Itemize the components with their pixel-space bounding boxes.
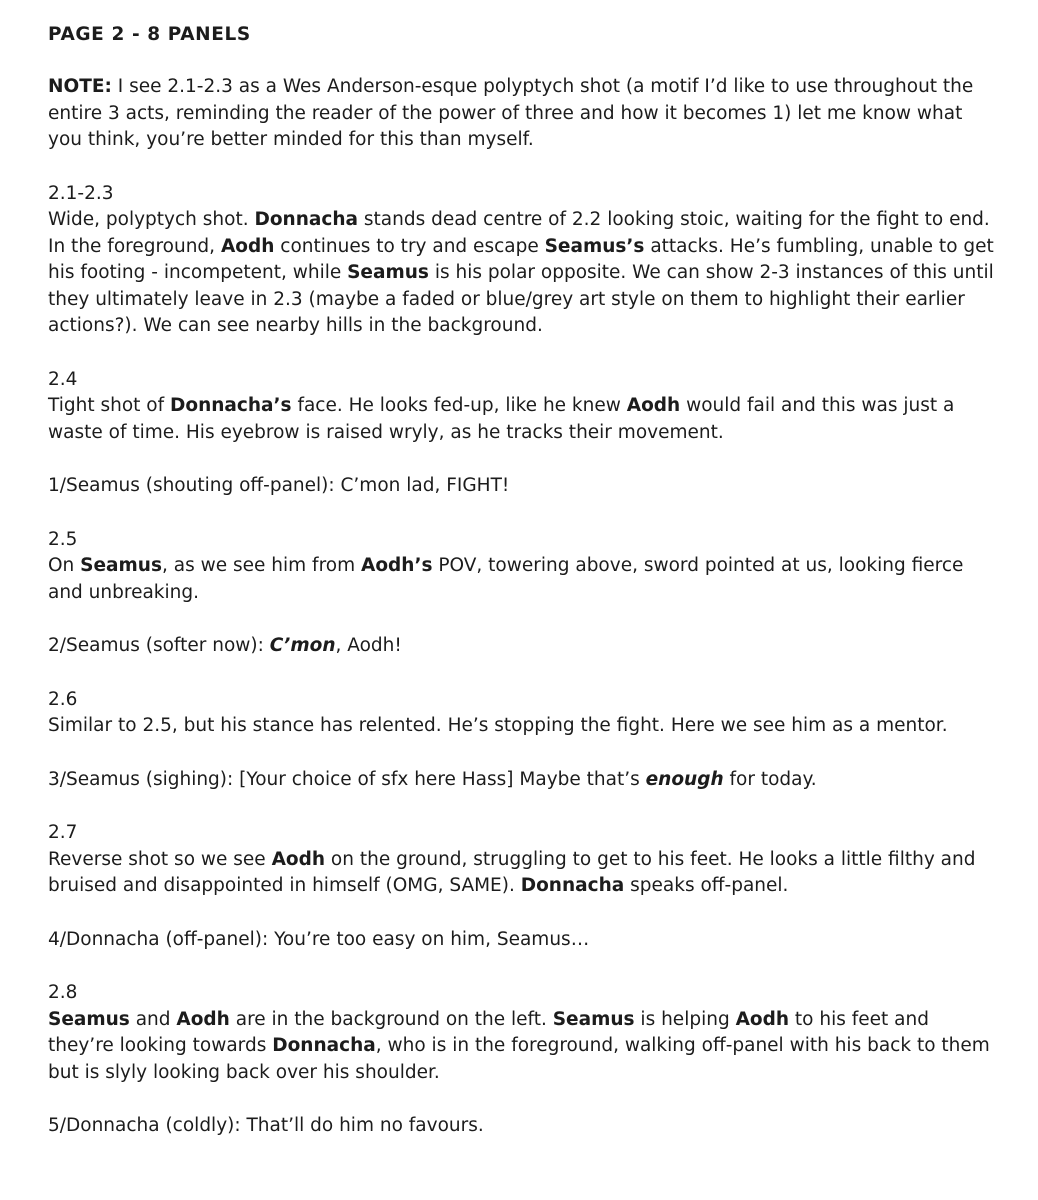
panel-section: [48, 367, 998, 500]
description-text: would fail and this was just a waste of time. His eyebrow is raised wryly, as he tracks their movement.: [48, 395, 955, 443]
description-text: is helping: [634, 1008, 736, 1030]
description-text: face. He looks fed-up, like he knew: [291, 395, 627, 416]
character-name: Donnacha: [272, 1035, 376, 1056]
page-title: PAGE 2 - 8 PANELS: [48, 24, 251, 45]
emphasis-text: C’mon: [269, 635, 336, 656]
description-text: are in the background on the left.: [229, 1008, 553, 1030]
description-text: , as we see him from: [162, 555, 361, 576]
dialogue-text: 1/Seamus (shouting off-panel): C’mon lad, FIGHT!: [48, 475, 510, 496]
character-name: Seamus: [347, 262, 429, 283]
panel-section: [48, 687, 998, 794]
note-paragraph: [48, 74, 998, 154]
character-name: Seamus: [48, 1008, 130, 1030]
dialogue-line: [48, 1113, 998, 1140]
panel-description: [48, 847, 998, 900]
panel-number: 2.4: [48, 368, 78, 390]
panel-section: [48, 820, 998, 953]
note-label: NOTE:: [48, 76, 112, 97]
panel-list: [48, 181, 998, 1140]
dialogue-line: [48, 927, 998, 954]
character-name: Aodh: [735, 1008, 790, 1030]
character-name: Seamus: [552, 1008, 635, 1030]
dialogue-line: [48, 473, 998, 500]
panel-description: [48, 1007, 998, 1087]
description-text: on the ground, struggling to get to his feet. He looks a little filthy and bruised and disappointed in himself (OMG, SAME).: [48, 848, 976, 896]
panel-number: 2.5: [48, 528, 78, 550]
description-text: attacks. He’s fumbling, unable to get his footing - incompetent, while: [48, 235, 994, 283]
character-name: Seamus’s: [544, 235, 645, 257]
description-text: Similar to 2.5, but his stance has relented. He’s stopping the fight. Here we see him as a mentor.: [48, 715, 948, 736]
panel-section: [48, 181, 998, 340]
note-text: I see 2.1-2.3 as a Wes Anderson-esque polyptych shot (a motif I’d like to use throughout the entire 3 acts, reminding the reader of the power of three and how it becomes 1) let me know what you think, you’re better minded for this than myself.: [48, 76, 974, 150]
description-text: continues to try and escape: [274, 235, 545, 257]
character-name: Aodh: [176, 1008, 230, 1030]
description-text: Wide, polyptych shot.: [48, 209, 255, 230]
dialogue-text: 5/Donnacha (coldly): That’ll do him no favours.: [48, 1115, 484, 1136]
panel-number: 2.7: [48, 822, 78, 843]
description-text: to his feet and they’re looking towards: [48, 1008, 929, 1056]
panel-description: [48, 393, 998, 446]
description-text: Reverse shot so we see: [48, 848, 272, 870]
character-name: Donnacha’s: [170, 395, 292, 416]
character-name: Aodh’s: [361, 555, 433, 576]
dialogue-text: for today.: [723, 768, 817, 790]
character-name: Aodh: [626, 395, 681, 416]
dialogue-text: , Aodh!: [335, 635, 402, 656]
dialogue-line: [48, 767, 998, 794]
description-text: , who is in the foreground, walking off-panel with his back to them but is slyly looking back over his shoulder.: [48, 1035, 990, 1083]
panel-number: 2.1-2.3: [48, 182, 114, 204]
character-name: Aodh: [271, 848, 326, 870]
description-text: is his polar opposite. We can show 2-3 instances of this until they ultimately leave in 2.3 (maybe a faded or blue/grey art style on them to highlight their earlier actions?). We can see nearby hills in the background.: [48, 262, 994, 336]
dialogue-text: 2/Seamus (softer now):: [48, 635, 270, 656]
character-name: Donnacha: [520, 875, 625, 896]
character-name: Donnacha: [254, 209, 358, 230]
description-text: stands dead centre of 2.2 looking stoic, waiting for the fight to end. In the foreground,: [48, 209, 990, 257]
description-text: On: [48, 555, 81, 576]
dialogue-line: [48, 633, 998, 660]
panel-description: [48, 553, 998, 606]
dialogue-text: 4/Donnacha (off-panel): You’re too easy on him, Seamus…: [48, 928, 590, 950]
description-text: speaks off-panel.: [624, 875, 789, 896]
panel-description: [48, 207, 998, 340]
description-text: Tight shot of: [48, 395, 171, 416]
description-text: POV, towering above, sword pointed at us, looking fierce and unbreaking.: [48, 555, 964, 603]
panel-section: [48, 980, 998, 1140]
panel-description: [48, 713, 998, 740]
panel-section: [48, 527, 998, 660]
emphasis-text: enough: [645, 768, 724, 790]
character-name: Aodh: [220, 235, 275, 257]
panel-number: 2.6: [48, 688, 78, 710]
character-name: Seamus: [80, 555, 162, 576]
description-text: and: [129, 1008, 177, 1030]
dialogue-text: 3/Seamus (sighing): [Your choice of sfx here Hass] Maybe that’s: [48, 768, 646, 790]
panel-number: 2.8: [48, 982, 78, 1003]
